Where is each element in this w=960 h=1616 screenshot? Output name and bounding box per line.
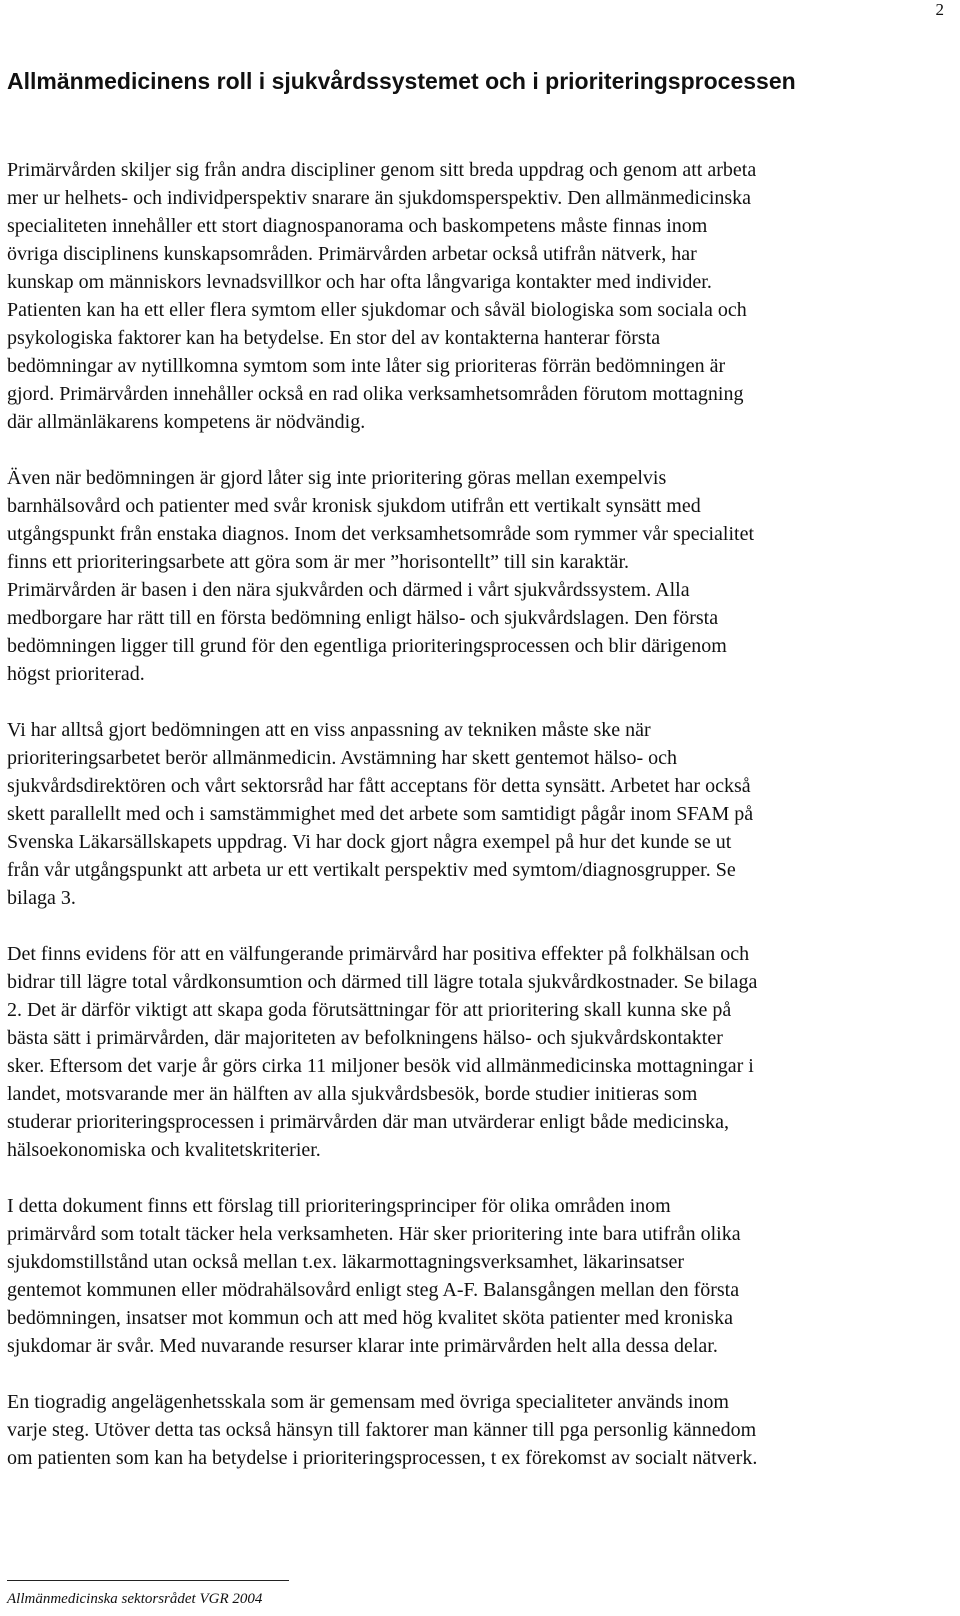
text-line: där allmänläkarens kompetens är nödvändig. — [7, 411, 366, 433]
text-line: om patienten som kan ha betydelse i prioriteringsprocessen, t ex förekomst av socialt nätverk. — [7, 1447, 758, 1469]
text-line: från vår utgångspunkt att arbeta ur ett vertikalt perspektiv med symtom/diagnosgrupper. Se — [7, 859, 736, 881]
text-line: gjord. Primärvården innehåller också en rad olika verksamhetsområden förutom mottagning — [7, 383, 744, 405]
text-line: specialiteten innehåller ett stort diagnospanorama och baskompetens måste finnas inom — [7, 215, 708, 237]
text-line: skett parallellt med och i samstämmighet med det arbete som samtidigt pågår inom SFAM på — [7, 803, 754, 825]
text-line: bedömningen, insatser mot kommun och att med hög kvalitet sköta patienter med kroniska — [7, 1307, 733, 1329]
text-line: sjukdomstillstånd utan också mellan t.ex. läkarmottagningsverksamhet, läkarinsatser — [7, 1251, 685, 1273]
paragraph-2 — [7, 464, 937, 688]
text-line: Patienten kan ha ett eller flera symtom eller sjukdomar och såväl biologiska som sociala och — [7, 299, 747, 321]
text-line: sjukdomar är svår. Med nuvarande resurser klarar inte primärvården helt alla dessa delar. — [7, 1335, 718, 1357]
text-line: En tiogradig angelägenhetsskala som är gemensam med övriga specialiteter används inom — [7, 1391, 729, 1413]
text-line: gentemot kommunen eller mödrahälsovård enligt steg A-F. Balansgången mellan den första — [7, 1279, 740, 1301]
text-line: Svenska Läkarsällskapets uppdrag. Vi har dock gjort några exempel på hur det kunde se ut — [7, 831, 732, 853]
footer-divider — [7, 1580, 289, 1581]
text-line: 2. Det är därför viktigt att skapa goda förutsättningar för att prioritering skall kunna ske på — [7, 999, 732, 1021]
text-line: psykologiska faktorer kan ha betydelse. En stor del av kontakterna hanterar första — [7, 327, 661, 349]
text-line: bästa sätt i primärvården, där majoriteten av befolkningens hälso- och sjukvårdskontakter — [7, 1027, 723, 1049]
text-line: Primärvården är basen i den nära sjukvården och därmed i vårt sjukvårdssystem. Alla — [7, 579, 690, 601]
text-line: kunskap om människors levnadsvillkor och har ofta långvariga kontakter med individer. — [7, 271, 712, 293]
text-line: bidrar till lägre total vårdkonsumtion och därmed till lägre totala sjukvårdkostnader. Se bilaga — [7, 971, 758, 993]
paragraph-4 — [7, 940, 937, 1164]
text-line: hälsoekonomiska och kvalitetskriterier. — [7, 1139, 321, 1161]
text-line: studerar prioriteringsprocessen i primärvården där man utvärderar enligt både medicinska, — [7, 1111, 729, 1133]
text-line: Det finns evidens för att en välfungerande primärvård har positiva effekter på folkhälsan och — [7, 943, 750, 965]
text-line: Vi har alltså gjort bedömningen att en viss anpassning av tekniken måste ske när — [7, 719, 651, 741]
text-line: Primärvården skiljer sig från andra discipliner genom sitt breda uppdrag och genom att arbeta — [7, 159, 757, 181]
text-line: varje steg. Utöver detta tas också hänsyn till faktorer man känner till pga personlig kännedom — [7, 1419, 757, 1441]
text-line: bilaga 3. — [7, 887, 76, 909]
text-line: I detta dokument finns ett förslag till prioriteringsprinciper för olika områden inom — [7, 1195, 671, 1217]
text-line: bedömningen ligger till grund för den egentliga prioriteringsprocessen och blir därigenom — [7, 635, 727, 657]
text-line: Även när bedömningen är gjord låter sig inte prioritering göras mellan exempelvis — [7, 467, 667, 489]
paragraph-3 — [7, 716, 937, 912]
text-line: bedömningar av nytillkomna symtom som inte låter sig prioriteras förrän bedömningen är — [7, 355, 726, 377]
text-line: prioriteringsarbetet berör allmänmedicin. Avstämning har skett gentemot hälso- och — [7, 747, 677, 769]
text-line: medborgare har rätt till en första bedömning enligt hälso- och sjukvårdslagen. Den första — [7, 607, 719, 629]
text-line: mer ur helhets- och individperspektiv snarare än sjukdomsperspektiv. Den allmänmedicinska — [7, 187, 752, 209]
page-title: Allmänmedicinens roll i sjukvårdssystemet och i prioriteringsprocessen — [7, 68, 796, 94]
body-text — [7, 156, 937, 1500]
footer-text: Allmänmedicinska sektorsrådet VGR 2004 — [7, 1591, 263, 1607]
text-line: utgångspunkt från enstaka diagnos. Inom det verksamhetsområde som rymmer vår specialitet — [7, 523, 755, 545]
text-line: barnhälsovård och patienter med svår kronisk sjukdom utifrån ett vertikalt synsätt med — [7, 495, 701, 517]
text-line: finns ett prioriteringsarbete att göra som är mer ”horisontellt” till sin karaktär. — [7, 551, 630, 573]
text-line: övriga disciplinens kunskapsområden. Primärvården arbetar också utifrån nätverk, har — [7, 243, 697, 265]
text-line: sjukvårdsdirektören och vårt sektorsråd har fått acceptans för detta synsätt. Arbetet har också — [7, 775, 751, 797]
paragraph-1 — [7, 156, 937, 436]
text-line: primärvård som totalt täcker hela verksamheten. Här sker prioritering inte bara utifrån olika — [7, 1223, 741, 1245]
text-line: högst prioriterad. — [7, 663, 145, 685]
text-line: sker. Eftersom det varje år görs cirka 11 miljoner besök vid allmänmedicinska mottagningar i — [7, 1055, 754, 1077]
page-number: 2 — [935, 0, 944, 19]
text-line: landet, motsvarande mer än hälften av alla sjukvårdsbesök, borde studier initieras som — [7, 1083, 698, 1105]
paragraph-5 — [7, 1192, 937, 1360]
paragraph-6 — [7, 1388, 937, 1472]
